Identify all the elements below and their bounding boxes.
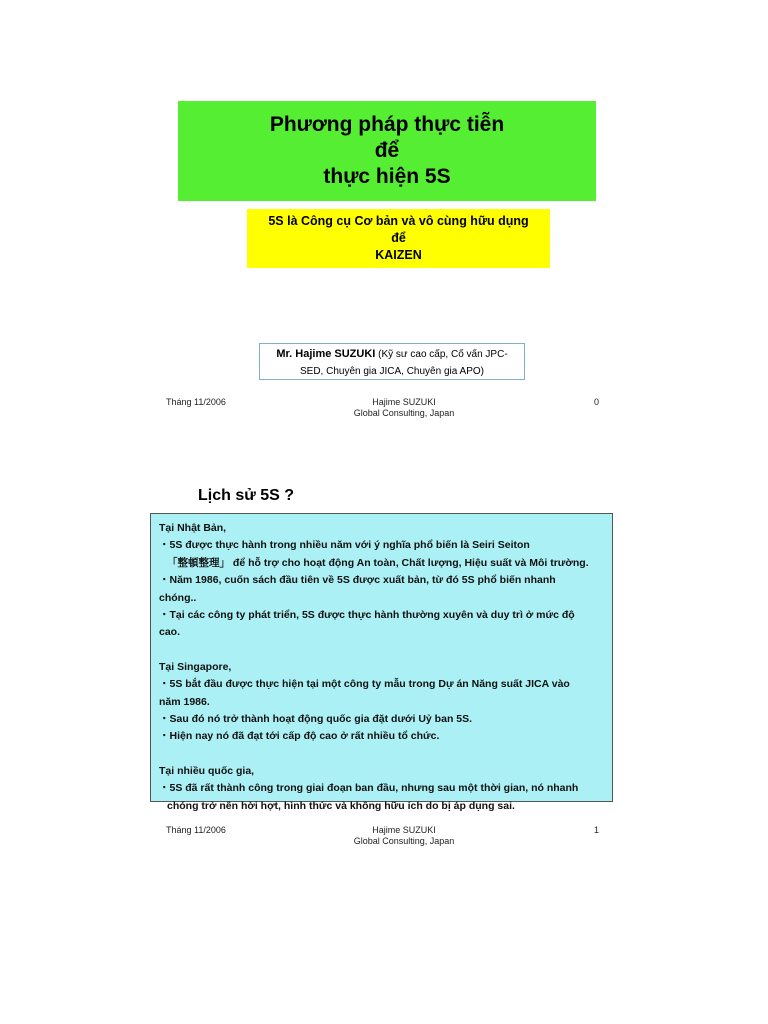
author-box	[259, 343, 525, 380]
footer-date: Tháng 11/2006	[166, 825, 226, 835]
bullet-line: ・Tại các công ty phát triển, 5S được thực hành thường xuyên và duy trì ở mức độ	[159, 609, 575, 622]
title-line: để	[374, 139, 400, 162]
title-box	[178, 101, 596, 201]
slide-footer	[166, 397, 599, 421]
footer-org: Global Consulting, Japan	[353, 836, 455, 846]
history-box	[150, 513, 613, 812]
bullet-line: ・Sau đó nó trở thành hoạt động quốc gia đặt dưới Uỷ ban 5S.	[159, 713, 473, 726]
section-title: Tại Singapore,	[159, 660, 232, 673]
title-line: thực hiện 5S	[323, 165, 451, 188]
author-name: Mr. Hajime SUZUKI	[276, 348, 376, 360]
bullet-line: cao.	[159, 626, 181, 639]
bullet-line: ・Hiện nay nó đã đạt tới cấp độ cao ở rất nhiều tổ chức.	[159, 730, 440, 743]
footer-author: Hajime SUZUKI	[372, 397, 436, 407]
author-detail: (Kỹ sư cao cấp, Cố vấn JPC-	[375, 349, 508, 360]
author-detail-2: SED, Chuyên gia JICA, Chuyên gia APO)	[300, 366, 484, 377]
subtitle-line: KAIZEN	[375, 248, 422, 262]
bullet-line: ・5S được thực hành trong nhiều năm với ý nghĩa phổ biến là Seiri Seiton	[159, 539, 530, 552]
section-title: Tại Nhật Bản,	[159, 522, 227, 534]
footer-center	[316, 825, 492, 847]
subtitle-line: 5S là Công cụ Cơ bản và vô cùng hữu dụng	[268, 214, 529, 228]
bullet-line: ・Năm 1986, cuốn sách đầu tiên về 5S được xuất bản, từ đó 5S phổ biến nhanh	[159, 574, 556, 587]
page-number: 1	[593, 825, 599, 835]
subtitle-box	[247, 209, 550, 268]
page-number: 0	[593, 397, 599, 407]
title-line: Phương pháp thực tiễn	[269, 113, 505, 136]
footer-center	[316, 397, 492, 419]
slide-footer	[166, 825, 599, 849]
bullet-line: ・5S bắt đầu được thực hiện tại một công ty mẫu trong Dự án Năng suất JICA vào	[159, 678, 570, 691]
slide-heading: Lịch sử 5S ?	[198, 487, 295, 504]
footer-date: Tháng 11/2006	[166, 397, 226, 407]
bullet-line: chóng..	[159, 591, 197, 604]
bullet-line: chóng trở nên hời hợt, hình thức và không hữu ích do bị áp dụng sai.	[167, 799, 515, 812]
footer-org: Global Consulting, Japan	[353, 408, 455, 418]
bullet-line: 「整頓整理」 để hỗ trợ cho hoạt động An toàn, Chất lượng, Hiệu suất và Môi trường.	[167, 556, 589, 569]
section-title: Tại nhiều quốc gia,	[159, 764, 255, 777]
bullet-line: năm 1986.	[159, 695, 210, 708]
bullet-line: ・5S đã rất thành công trong giai đoạn ban đầu, nhưng sau một thời gian, nó nhanh	[159, 782, 579, 795]
footer-author: Hajime SUZUKI	[372, 825, 436, 835]
subtitle-line: để	[391, 231, 406, 245]
